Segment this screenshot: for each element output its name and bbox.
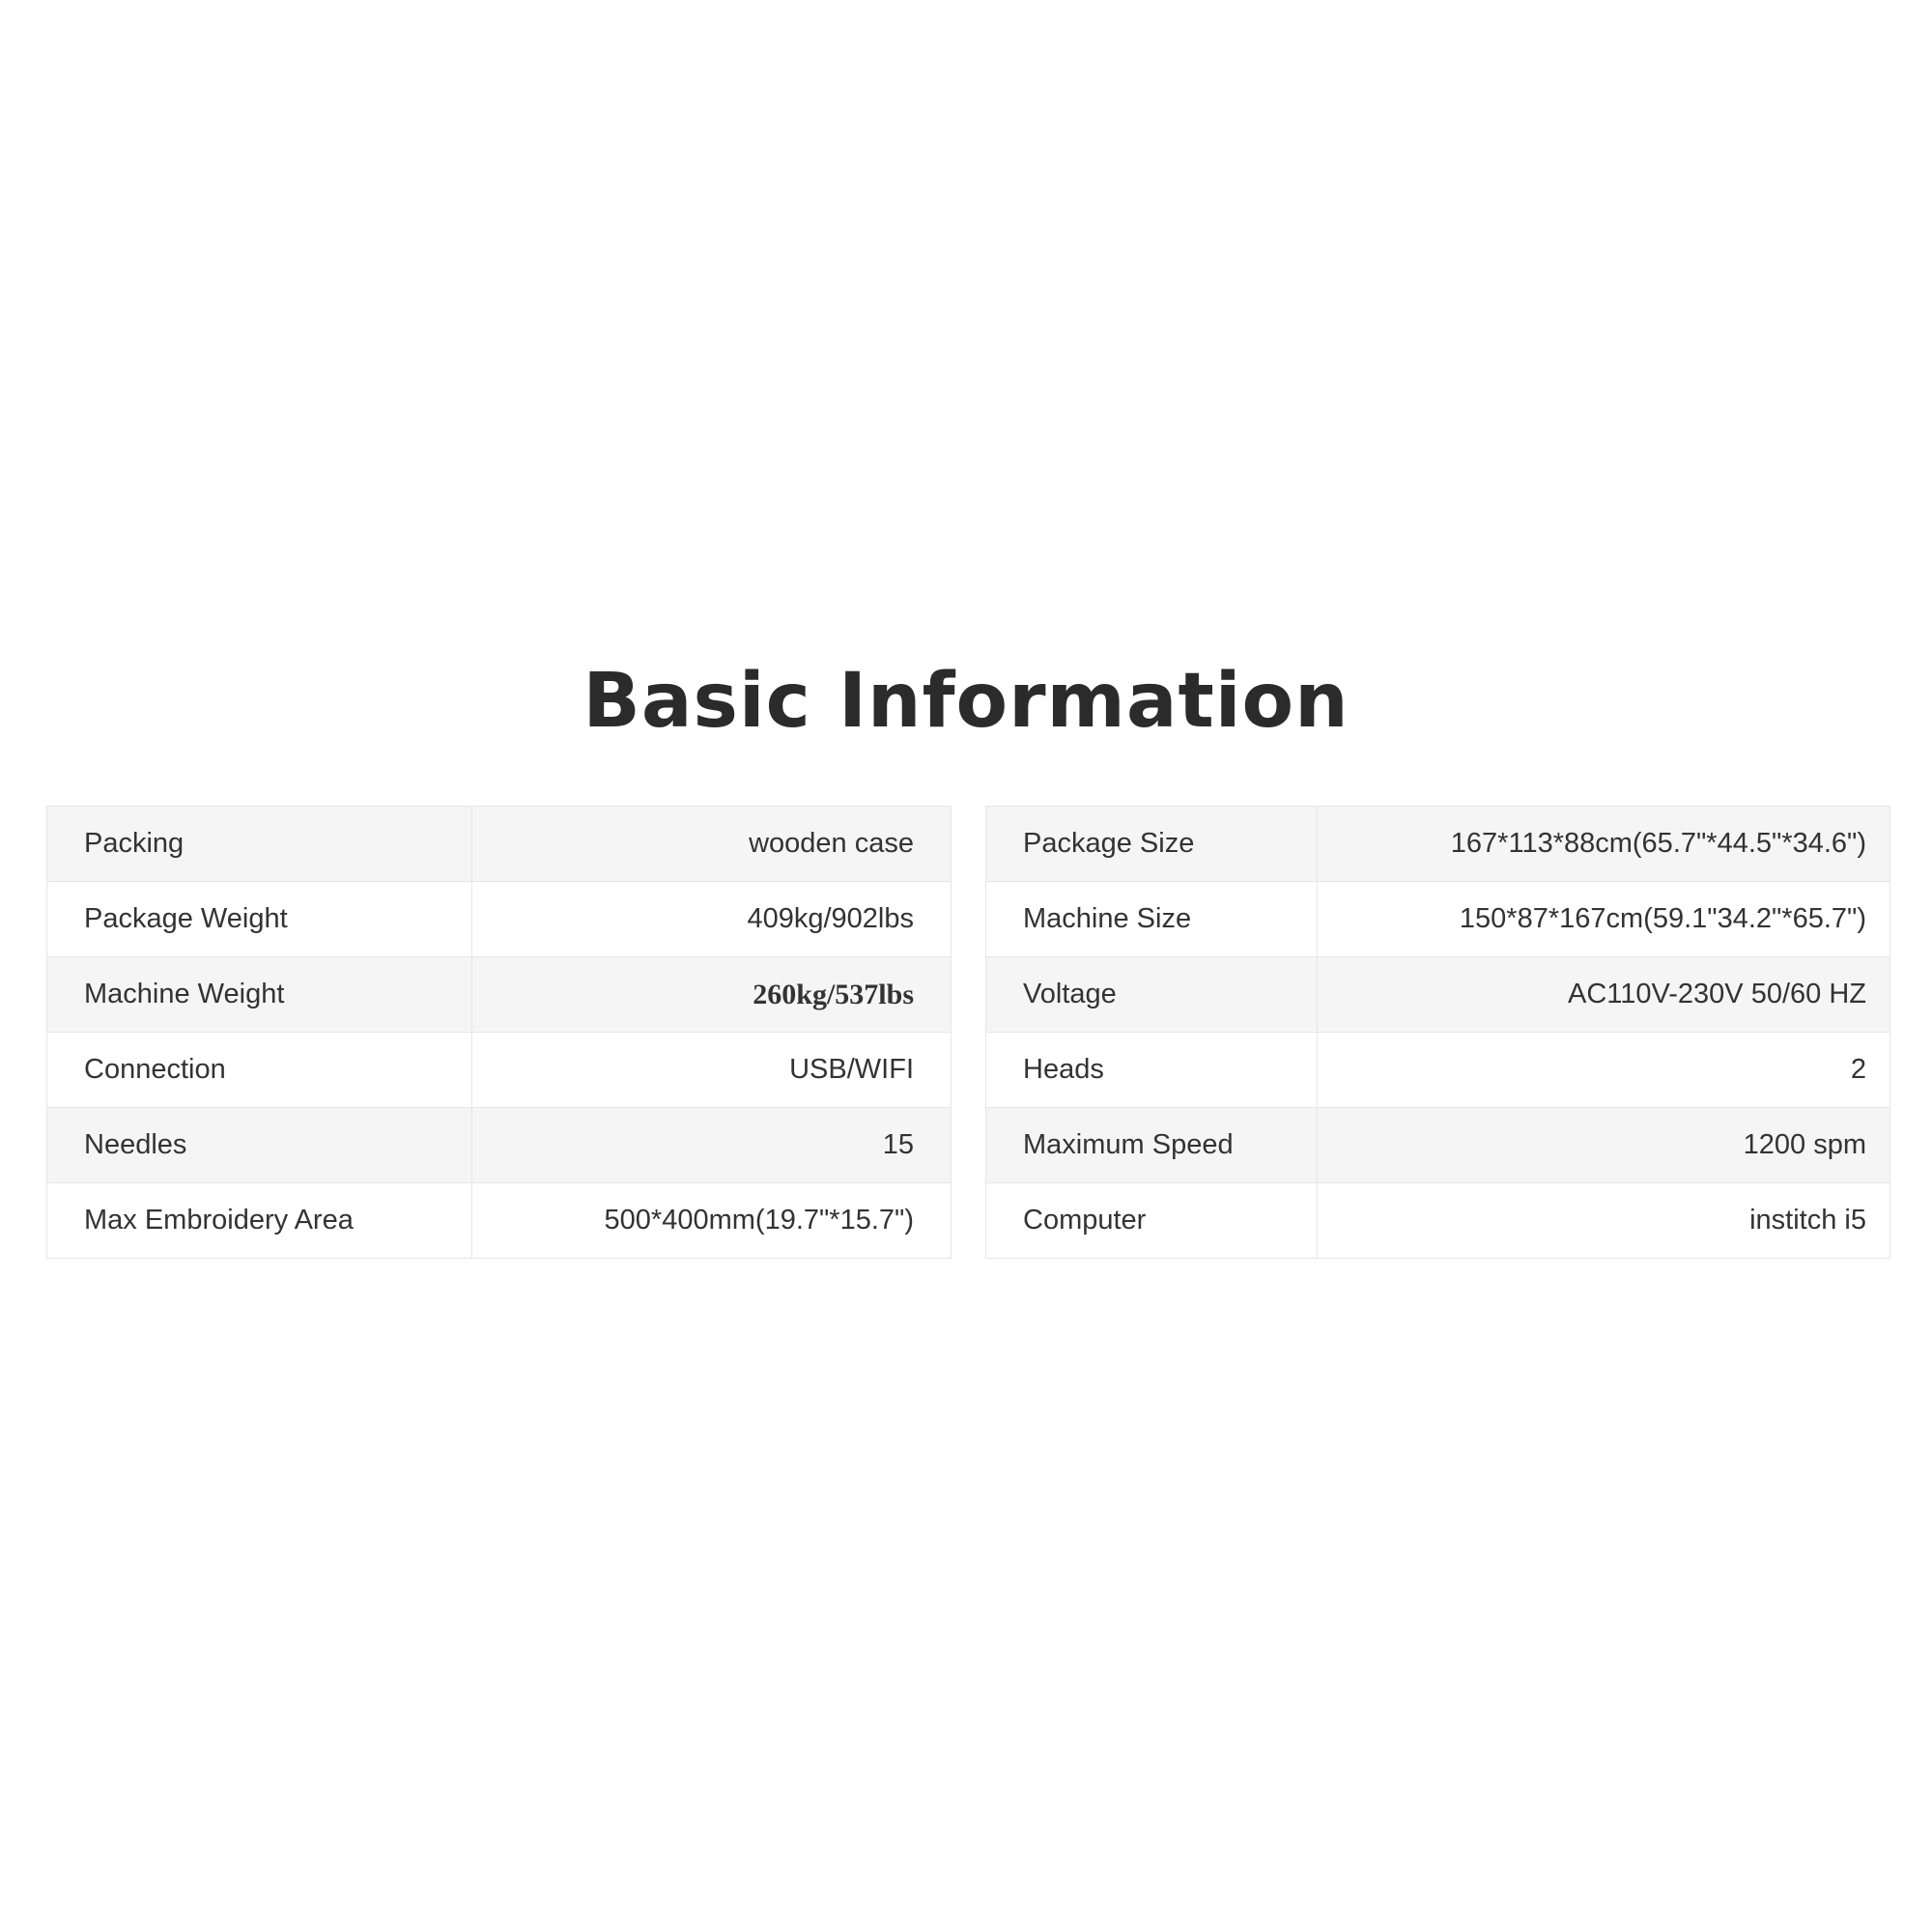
spec-value: 150*87*167cm(59.1"34.2"*65.7"): [1318, 882, 1890, 957]
table-row: [986, 1183, 1890, 1259]
spec-value: 2: [1318, 1033, 1890, 1108]
spec-label: Package Weight: [47, 882, 472, 957]
table-row: [986, 1108, 1890, 1183]
table-row: [47, 807, 952, 882]
table-row: [986, 957, 1890, 1033]
spec-label: Heads: [986, 1033, 1318, 1108]
table-row: [47, 882, 952, 957]
spec-label: Machine Weight: [47, 957, 472, 1033]
spec-value: 15: [472, 1108, 952, 1183]
spec-value: AC110V-230V 50/60 HZ: [1318, 957, 1890, 1033]
spec-value: 409kg/902lbs: [472, 882, 952, 957]
page-title: Basic Information: [582, 658, 1350, 745]
table-row: [986, 882, 1890, 957]
spec-label: Connection: [47, 1033, 472, 1108]
table-row: [986, 807, 1890, 882]
table-row: [47, 1033, 952, 1108]
table-row: [47, 957, 952, 1033]
spec-value: 1200 spm: [1318, 1108, 1890, 1183]
table-row: [47, 1108, 952, 1183]
spec-value: wooden case: [472, 807, 952, 882]
spec-label: Voltage: [986, 957, 1318, 1033]
spec-label: Packing: [47, 807, 472, 882]
spec-label: Package Size: [986, 807, 1318, 882]
spec-value: institch i5: [1318, 1183, 1890, 1259]
spec-value: 167*113*88cm(65.7"*44.5"*34.6"): [1318, 807, 1890, 882]
table-row: [986, 1033, 1890, 1108]
spec-table-left: [46, 806, 952, 1259]
table-row: [47, 1183, 952, 1259]
spec-label: Computer: [986, 1183, 1318, 1259]
spec-value: 260kg/537lbs: [472, 957, 952, 1033]
spec-table-right: [985, 806, 1890, 1259]
spec-label: Max Embroidery Area: [47, 1183, 472, 1259]
spec-value: USB/WIFI: [472, 1033, 952, 1108]
spec-label: Maximum Speed: [986, 1108, 1318, 1183]
spec-label: Needles: [47, 1108, 472, 1183]
spec-value: 500*400mm(19.7"*15.7"): [472, 1183, 952, 1259]
spec-label: Machine Size: [986, 882, 1318, 957]
